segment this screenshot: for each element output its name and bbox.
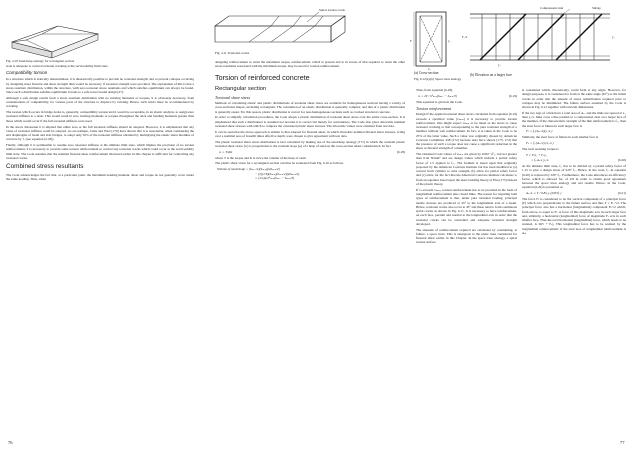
volume-line-2: − (2)(1/6)(hₘᵢₙ)(hₘᵢₙ/2)(ψhₘᵢₙ/2) — [255, 171, 300, 176]
compat-para-5: Finally, although it is permissible to assume zero torsional stiffness at the ultimate limit state, which implies the provision of no torsion reinforcement, it is necessary to provide some torsion reinforcement to control any torsional cracks which could occur at the serviceability limit state. The Code assumes that the nominal flexural shear reinforcement discussed earlier in this chapter is sufficient for controlling any torsional cracks. — [6, 143, 194, 160]
truss-para-2: If the two legs of a link have a total area of Aₛᵥ and the links are spaced at sᵥ, then y₁/sᵥ links cross a line parallel to a compression strut on a larger face of the member. If the characteristic strength of the link reinforcement is fᵧᵥ, then the steel force at failure in each larger face is — [522, 110, 626, 128]
equation-t1 — [526, 153, 626, 157]
rectangular-section-heading: Rectangular section — [215, 85, 267, 92]
torsion-reinforcement-heading: Torsion reinforcement — [416, 105, 452, 111]
resisting-torque-text: The total resisting torque is — [522, 146, 559, 151]
eq-6-21-number: (6.21) — [617, 191, 626, 196]
equation-6-20 — [526, 158, 626, 162]
eq-6-20-number: (6.20) — [617, 158, 626, 163]
smaller-face-text: Similarly, the steel force at failure in each smaller face is — [522, 135, 599, 140]
figure-4-10-caption: Fig. 4.10 Sand-heap analogy for rectangular section — [6, 59, 75, 63]
combined-para: The Code acknowledges the fact that, at a particular point, the maximum bending moment, shear and torque do not generally occur under the same loading. Thus, when — [6, 173, 194, 182]
svg-text:y₁: y₁ — [612, 35, 615, 39]
figure-6-12 — [410, 4, 634, 86]
left-page-column — [6, 0, 194, 183]
eq-t1: T = Fₗx₁ + Fₛy₁ — [526, 152, 547, 157]
stirrup-label: Stirrup — [592, 6, 601, 10]
compression-strut-label: Compression strut — [540, 6, 564, 10]
svg-text:x₁: x₁ — [428, 67, 431, 71]
after-eq-6-18: where T is the torque and K is twice the volume of the heap of sand. — [215, 155, 307, 160]
compat-para-2: Although a safe design results from a stress resultant distribution with no twisting moments or torques, it is obviously necessary, from considerations of compatibility, for various parts of the structure to displace by twisting. Hence, such twists must be accommodated by cracking. — [6, 95, 194, 109]
right-page-col-2 — [522, 88, 626, 237]
sand-heap-para: The plastic shear stress for a rectangular section can thus be evaluated from Fig. 6.10 as follows — [215, 161, 344, 166]
right-page-col-1 — [416, 88, 517, 246]
eq-t2: = fᵧᵥAₛᵥx₁y₁/sᵥ — [531, 158, 550, 163]
eq-fs: Fₛ = fᵧᵥ(Aₛᵥ/2) (x₁/sᵥ) — [526, 141, 554, 146]
compatibility-heading: Compatibility torsion — [6, 70, 48, 76]
compat-para-1: In a structure which is statically indeterminate, it is theoretically possible to provide no torsional strength, and to prevent collapse occurring by designing more flexural and shear strength than would be necessary if torsional strength were provided. The explanation of this is that a stress resultant distribution, within the structure, with zero torsional stress resultants and which satisfies equilibrium can always be found. Since such a distribution satisfies equilibrium it leads to a safe lower bound design [27]. — [6, 77, 194, 94]
combined-heading: Combined stress resultants — [6, 163, 84, 171]
reinf-para-2: The tabulated Code values of vₜₘᵢₙ are given by 0.067 √f′꜀ᵤ but not greater than 0.42 N/mm² and are design values which include a partial safety factor of 1.5 applied to f꜀ᵤ. The formula is based upon that originally proposed by the American Concrete Institute but has been modified to (a) convert from cylinder to cube strength, (b) allow for partial safety factor and (c) allow for the fact that the American Concrete Institute calculates vₜ from an equation based upon the skew bending theory of Hsu [175] instead of the plastic theory. — [416, 152, 517, 186]
equation-6-21 — [526, 191, 626, 195]
middle-para-4: The plastic torsional shear stress distribution is best calculated by making use of the sand-heap analogy [171] in which the constant plastic torsional shear stress (vₜ) is proportional to the constant slope (φ) of a heap of sand on the cross-section under consideration. In fact — [215, 139, 405, 149]
space-truss-figure — [410, 4, 634, 78]
torsion-rc-heading: Torsion of reinforced concrete — [215, 72, 310, 82]
figure-4-11 — [215, 0, 405, 60]
svg-text:F: F — [410, 39, 412, 43]
spiral-crack-label: Spiral torsion crack — [319, 8, 345, 12]
page-number-right: 77 — [620, 440, 625, 445]
compression-struts — [480, 14, 602, 60]
svg-text:y₁: y₁ — [498, 63, 501, 67]
eq-6-19-expression: vₜ = 2T / h²ₘᵢₙ(hₘₐₓ − hₘᵢₙ/3) — [418, 93, 457, 98]
volume-equation — [217, 167, 405, 180]
volume-line-1: Volume of sand-heap = (hₘₐₓ/2)(hₘᵢₙ)(ψhₘᵢₙ/2) — [217, 167, 280, 172]
svg-text:F₁/2: F₁/2 — [462, 35, 468, 39]
fig-6-12-b-label: (b) Elevation on a larger face — [470, 73, 512, 77]
volume-line-3: = (1/4)ψ h²ₘᵢₙ(hₘₐₓ − hₘᵢₙ/3) — [255, 175, 295, 180]
torsional-cracks-figure — [211, 6, 361, 56]
intro-text: state is adequate to control torsional cracking at the serviceability limit state. — [6, 64, 109, 68]
figure-4-11-caption: Fig. 4.11 Torsional cracks — [215, 51, 250, 55]
compat-para-3: The torsion which occurs in bridge decks is, generally, compatibility torsion and it would be acceptable, in an elastic analysis, to assign zero torsional stiffness to a deck. This would result in zero twisting moments or torques throughout the deck and bending moments greater than those which would occur if the full torsional stiffness were used. — [6, 110, 194, 123]
force-para: The force Fₗ is considered to be the vertical component of a principal force (F) which acts perpendicular to the failure surface and thus F = Fₗ /√2. The principal force also has a horizontal (longitudinal) component Fₗ/√2 which, from above, is equal to Fₗ. A force of this magnitude acts in each larger face and, similarly, a horizontal (longitudinal) force of magnitude Fₛ acts in each smaller face. Thus the total horizontal (longitudinal) force, which needs to be resisted, is 2(Fₗ + Fₛ). This longitudinal force has to be resisted by the longitudinal reinforcement: if the total area of longitudinal reinforcement is Aₛₗ — [522, 196, 626, 235]
stirrups — [482, 14, 594, 60]
figure-4-10 — [6, 0, 194, 64]
truss-para-1: is considered which, theoretically, could form at any angle. However, for design purposes, it is considered to form at the same angle (45°) as the initial cracks in order that the amount of stress redistribution required prior to collapse may be minimized. The failure surface assumed by the Code is shown in Fig. 6.12 together with relevant dimensions. — [522, 88, 626, 109]
equation-6-19 — [418, 94, 517, 98]
thus-text: Thus, from equation (6.18), — [416, 88, 453, 92]
equation-fs — [526, 141, 626, 145]
middle-column — [215, 0, 405, 180]
eq-6-18-expression: vₜ = T/ψK — [219, 149, 233, 154]
ultimate-para: At the ultimate limit state, fᵧᵥ has to be divided by a partial safety factor of 1.15 to give a design stress of 0.87 fᵧᵥ. Hence, in the code, fᵧᵥ in equation (6.20) is replaced by 0.87 fᵧᵥ. Furthermore, the Code introduces an efficiency factor, which is allowed for, of 0.8 in order to obtain good agreement between the space truss analogy and test results. Hence, in the Code, equation (6.20) is presented as — [522, 164, 626, 190]
equation-fl — [526, 129, 626, 133]
eq-6-19-number: (6.19) — [508, 93, 517, 98]
fig-6-12-caption: Fig. 6.12(a),(b) Space truss analogy — [414, 77, 462, 81]
middle-top-para: designing reinforcement to resist the maximum torque, reinforcement, which is present and is in excess of that required to resist the other stress resultants associated with the maximum torque, may be used for torsion reinforcement. — [215, 60, 405, 69]
compat-para-4: In the above discussion it is implied that either zero or the full torsional stiffness should be adopted. However, it is emphasized that any value of torsional stiffness could be adopted. As an example, Clark and West [170] have shown that it is reasonable, when considering the end diaphragms of beam and slab bridges, to adopt only 50% of the torsional stiffness obtained by multiplying the elastic shear modulus of concrete by J₁ (see equation (2.43)). — [6, 124, 194, 142]
fig-6-12-a-label: (a) Cross-section — [414, 71, 439, 75]
middle-para-3: It can be seen that the above approach is similar to that adopted for flexural shear, in which allowable nominal flexural shear stresses, acting over a nominal area of breadth times effective depth, were chosen to give agreement with test data. — [215, 129, 405, 138]
reinf-para-3: If vₜ exceeds vₜₘᵢₙ, torsion reinforcement has to be provided in the form of longitudinal reinforcement plus closed links. The reason for requiring both types of reinforcement is that, under pure torsional loading, principal tensile stresses are produced at 45° to the longitudinal axis of a beam. Hence, torsional cracks also occur at 45° and these tend to form continuous spiral cracks as shown in Fig. 6.11. It is necessary to have reinforcement, on each face, parallel and normal to the longitudinal axis in order that the torsional cracks can be controlled and adequate torsional strength developed. — [416, 187, 517, 226]
eq-6-21-expression: Aₛᵥ/sᵥ ≥ T / 0.8x₁y₁(0.87fᵧᵥ) — [526, 191, 562, 196]
eq-6-19-note: This equation is given in the Code. — [416, 99, 463, 104]
reinf-para-1: Design If the applied torsional shear stress calculated from equation (6.19) exceeds a specified value (vₜₘᵢₙ) it is necessary to provide torsion reinforcement. One might expect vₜₘᵢₙ to be taken as the stress to cause torsional cracking or that corresponding to the pure torsional strength of a member without web reinforcement. In fact, it is taken in the Code to be 25% of the latter value. Such a value was originally chosen by American Concrete Committee 438 [172] because tests have shown [173, 174] that the presence of such a torque does not cause a significant reduction in the shear or flexural strength of a member. — [416, 112, 517, 151]
eq-fl: Fₗ = fᵧᵥ(Aₛᵥ/2)(y₁/sᵥ) — [526, 129, 553, 134]
equation-6-18 — [219, 150, 405, 154]
page-number-left: 76 — [8, 440, 13, 445]
sand-heap-figure — [6, 4, 106, 60]
svg-text:y₁: y₁ — [448, 39, 451, 43]
middle-para-2: In order to simplify calculation procedures, the Code adopts a plastic distribution of torsional shear stress over the entire cross-section. It is emphasized that such a distribution is assumed not because it is correct but merely for convenience. The Code also gives allowable nominal torsional shear stresses with which to compare the calculated plastic shear stresses. The allowable values were obtained from test data. — [215, 115, 405, 128]
middle-para-1: Methods of calculating elastic and plastic distributions of torsional shear stress are available for homogeneous sections having a variety of cross-sectional shapes, including rectangular. The calculation of an elastic distribution is generally complex, and that of a plastic distribution is generally easier. For this reason, plastic distribution is correct for non-homogeneous sections such as cracked structural concrete. — [215, 101, 405, 114]
eq-6-18-number: (6.18) — [396, 149, 405, 154]
reinf-para-4: The amounts of reinforcement required are calculated by considering, at failure, a space truss. This is analogous to the plane truss considered for flexural shear earlier in this Chapter. In the space truss analogy, a spiral torsion surface — [416, 227, 517, 245]
torsional-shear-stress-heading: Torsional shear stress — [215, 94, 251, 100]
